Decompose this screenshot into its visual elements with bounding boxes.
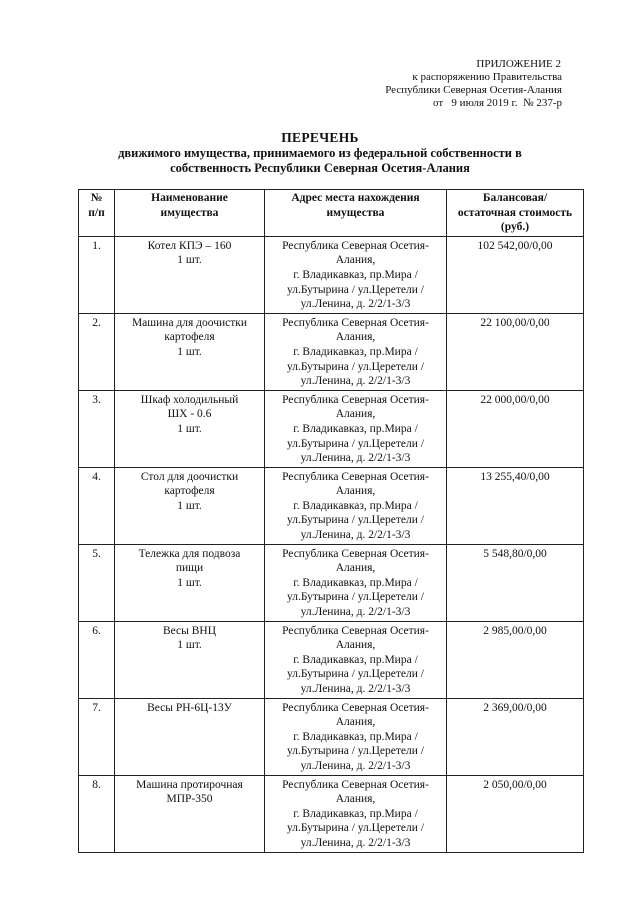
address-line: Алания, — [335, 485, 376, 498]
table-row — [79, 390, 584, 467]
title-subtitle-line2: собственность Республики Северная Осетия-Алания — [170, 161, 470, 175]
address-line: ул.Ленина, д. 2/2/1-3/3 — [300, 529, 411, 542]
address-line: г. Владикавказ, пр.Мира / — [293, 576, 418, 589]
address-line: Республика Северная Осетия- — [282, 624, 429, 637]
row-item-name — [115, 390, 265, 467]
row-item-name — [115, 698, 265, 775]
row-item-name — [115, 467, 265, 544]
item-name-line: 1 шт. — [177, 254, 202, 267]
row-cost: 22 100,00/0,00 — [447, 313, 584, 390]
address-line: Алания, — [335, 639, 376, 652]
address-line: Алания, — [335, 716, 376, 729]
item-name-line: 1 шт. — [177, 576, 202, 589]
address-line: г. Владикавказ, пр.Мира / — [293, 422, 418, 435]
row-number: 7. — [79, 698, 115, 775]
row-number: 2. — [79, 313, 115, 390]
item-name-line: 1 шт. — [177, 345, 202, 358]
item-name-line: 1 шт. — [177, 499, 202, 512]
address-line: Алания, — [335, 331, 376, 344]
row-address — [265, 698, 447, 775]
address-line: Алания, — [335, 793, 376, 806]
row-cost: 2 369,00/0,00 — [447, 698, 584, 775]
address-line: г. Владикавказ, пр.Мира / — [293, 807, 418, 820]
row-item-name — [115, 775, 265, 852]
item-name-line: Шкаф холодильный — [140, 393, 239, 406]
address-line: г. Владикавказ, пр.Мира / — [293, 268, 418, 281]
header-number: № п/п — [79, 190, 115, 237]
address-line: г. Владикавказ, пр.Мира / — [293, 499, 418, 512]
address-line: ул.Бутырина / ул.Церетели / — [286, 745, 424, 758]
header-address: Адрес места нахождения имущества — [265, 190, 447, 237]
row-item-name — [115, 621, 265, 698]
row-address — [265, 390, 447, 467]
row-cost: 2 050,00/0,00 — [447, 775, 584, 852]
address-line: г. Владикавказ, пр.Мира / — [293, 345, 418, 358]
appendix-header — [385, 58, 562, 110]
table-row — [79, 544, 584, 621]
address-line: ул.Ленина, д. 2/2/1-3/3 — [300, 836, 411, 849]
row-address — [265, 544, 447, 621]
appendix-date-number: от 9 июля 2019 г. № 237-р — [433, 97, 562, 109]
item-name-line: картофеля — [164, 485, 215, 498]
item-name-line: Весы ВНЦ — [162, 624, 217, 637]
row-address — [265, 313, 447, 390]
item-name-line: картофеля — [164, 331, 215, 344]
address-line: Республика Северная Осетия- — [282, 778, 429, 791]
row-item-name — [115, 544, 265, 621]
address-line: ул.Бутырина / ул.Церетели / — [286, 822, 424, 835]
row-address — [265, 775, 447, 852]
row-cost: 102 542,00/0,00 — [447, 236, 584, 313]
address-line: ул.Бутырина / ул.Церетели / — [286, 514, 424, 527]
address-line: Республика Северная Осетия- — [282, 239, 429, 252]
address-line: Алания, — [335, 408, 376, 421]
title-main: ПЕРЕЧЕНЬ — [281, 130, 359, 145]
row-number: 6. — [79, 621, 115, 698]
table-header-row — [79, 190, 584, 237]
row-number: 5. — [79, 544, 115, 621]
property-table — [78, 189, 584, 853]
address-line: ул.Ленина, д. 2/2/1-3/3 — [300, 606, 411, 619]
row-cost: 22 000,00/0,00 — [447, 390, 584, 467]
item-name-line: Машина протирочная — [136, 778, 243, 791]
address-line: Алания, — [335, 254, 376, 267]
item-name-line: 1 шт. — [177, 422, 202, 435]
address-line: ул.Бутырина / ул.Церетели / — [286, 283, 424, 296]
row-address — [265, 236, 447, 313]
row-address — [265, 467, 447, 544]
address-line: ул.Бутырина / ул.Церетели / — [286, 668, 424, 681]
address-line: Республика Северная Осетия- — [282, 393, 429, 406]
address-line: Республика Северная Осетия- — [282, 547, 429, 560]
address-line: ул.Бутырина / ул.Церетели / — [286, 360, 424, 373]
title-subtitle-line1: движимого имущества, принимаемого из федеральной собственности в — [118, 146, 522, 160]
table-row — [79, 313, 584, 390]
row-address — [265, 621, 447, 698]
appendix-government-name: Республики Северная Осетия-Алания — [385, 84, 562, 96]
row-number: 1. — [79, 236, 115, 313]
address-line: ул.Бутырина / ул.Церетели / — [286, 591, 424, 604]
table-row — [79, 698, 584, 775]
header-cost: Балансовая/ остаточная стоимость (руб.) — [447, 190, 584, 237]
item-name-line: Машина для доочистки — [131, 316, 248, 329]
row-cost: 5 548,80/0,00 — [447, 544, 584, 621]
row-number: 4. — [79, 467, 115, 544]
table-row — [79, 621, 584, 698]
address-line: Республика Северная Осетия- — [282, 316, 429, 329]
document-title — [0, 130, 640, 176]
row-cost: 13 255,40/0,00 — [447, 467, 584, 544]
address-line: ул.Ленина, д. 2/2/1-3/3 — [300, 759, 411, 772]
address-line: Алания, — [335, 562, 376, 575]
address-line: Республика Северная Осетия- — [282, 701, 429, 714]
address-line: ул.Ленина, д. 2/2/1-3/3 — [300, 298, 411, 311]
table-body — [79, 236, 584, 852]
table-row — [79, 775, 584, 852]
item-name-line: Котел КПЭ – 160 — [147, 239, 232, 252]
address-line: ул.Ленина, д. 2/2/1-3/3 — [300, 683, 411, 695]
header-name: Наименование имущества — [115, 190, 265, 237]
item-name-line: пищи — [175, 562, 204, 575]
address-line: ул.Бутырина / ул.Церетели / — [286, 437, 424, 450]
item-name-line: Тележка для подвоза — [138, 547, 241, 560]
row-cost: 2 985,00/0,00 — [447, 621, 584, 698]
item-name-line: ШХ - 0.6 — [167, 408, 212, 421]
row-item-name — [115, 236, 265, 313]
address-line: Республика Северная Осетия- — [282, 470, 429, 483]
address-line: ул.Ленина, д. 2/2/1-3/3 — [300, 375, 411, 388]
appendix-order-ref: к распоряжению Правительства — [412, 71, 562, 83]
item-name-line: МПР-350 — [166, 793, 213, 806]
item-name-line: 1 шт. — [177, 639, 202, 652]
address-line: г. Владикавказ, пр.Мира / — [293, 730, 418, 743]
item-name-line: Стол для доочистки — [140, 470, 239, 483]
row-item-name — [115, 313, 265, 390]
table-row — [79, 467, 584, 544]
address-line: г. Владикавказ, пр.Мира / — [293, 653, 418, 666]
item-name-line: Весы РН-6Ц-13У — [147, 701, 232, 714]
row-number: 3. — [79, 390, 115, 467]
address-line: ул.Ленина, д. 2/2/1-3/3 — [300, 452, 411, 465]
table-row — [79, 236, 584, 313]
row-number: 8. — [79, 775, 115, 852]
appendix-label: ПРИЛОЖЕНИЕ 2 — [476, 58, 561, 70]
